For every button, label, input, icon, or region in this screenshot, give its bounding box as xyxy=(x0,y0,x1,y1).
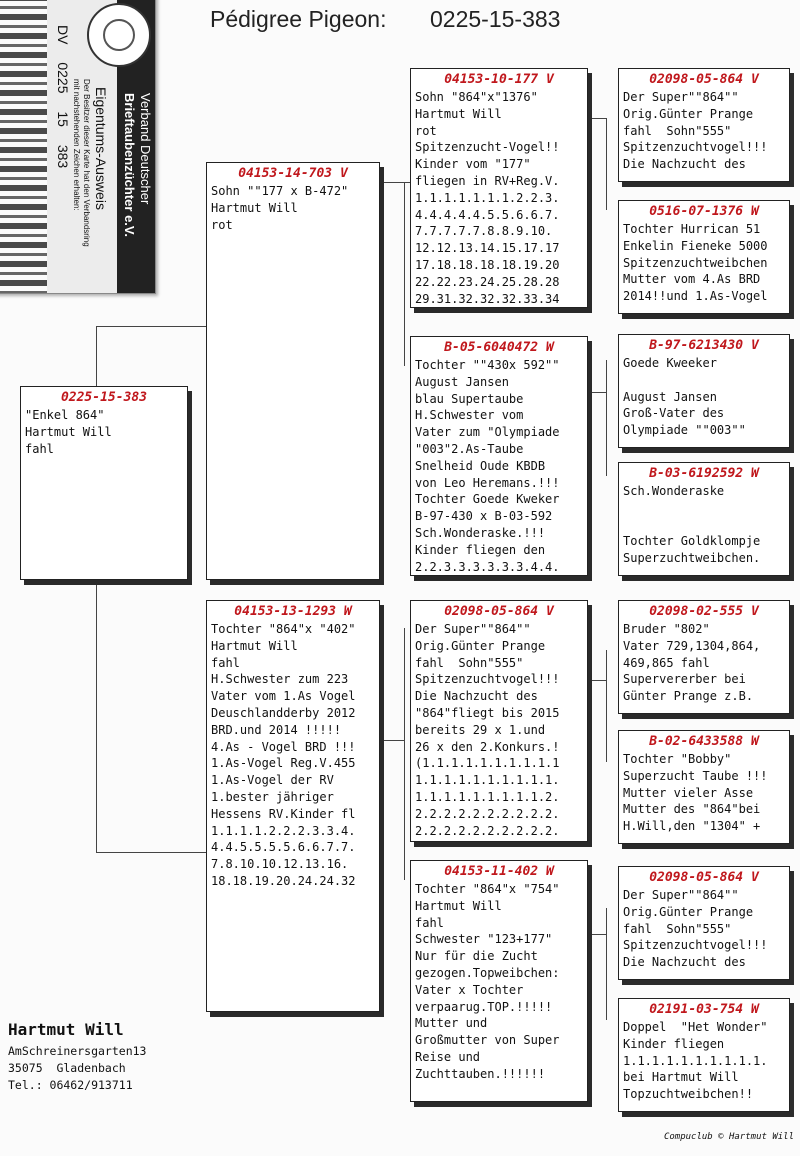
pigeon-note-line: B-97-430 x B-03-592 xyxy=(415,509,553,524)
pigeon-note-line: Spitzenzuchtvogel!!! xyxy=(623,140,768,155)
pigeon-note-line: 2.2.2.2.2.2.2.2.2.2. xyxy=(415,806,560,821)
pigeon-note-line: Tochter Hurrican 51 xyxy=(623,222,761,236)
pigeon-note-line: 18.18.19.20.24.24.32 xyxy=(211,873,356,888)
pigeon-note-line: 2.2.2.2.2.2.2.2.2.2. xyxy=(415,823,560,838)
pigeon-note-line: bereits 29 x 1.und xyxy=(415,722,546,737)
connector-line xyxy=(380,740,404,741)
pigeon-note-line: (1.1.1.1.1.1.1.1.1.1 xyxy=(415,756,560,771)
ring-code: 02098-05-864 V xyxy=(444,604,554,619)
pigeon-box-sire-sire-dam xyxy=(618,200,790,314)
pigeon-notes xyxy=(411,89,587,307)
pigeon-note-line: 7.7.7.7.7.8.8.9.10. xyxy=(415,224,553,239)
pigeon-box-dam-dam-dam xyxy=(618,998,790,1112)
connector-line xyxy=(404,182,405,366)
card-org-line2: Brieftaubenzüchter e.V. xyxy=(122,93,137,238)
pigeon-note-line: Zuchttauben.!!!!!! xyxy=(415,1066,546,1081)
connector-line xyxy=(96,580,97,852)
page-title xyxy=(210,6,561,33)
pigeon-notes xyxy=(619,89,789,173)
pigeon-note-line: 29.31.32.32.32.33.34 xyxy=(415,291,560,306)
pigeon-note-line: Hartmut Will xyxy=(211,200,298,215)
pigeon-notes xyxy=(619,751,789,835)
pigeon-box-subject xyxy=(20,386,188,580)
pigeon-note-line: H.Schwester vom xyxy=(415,408,524,423)
pigeon-note-line: Hartmut Will xyxy=(25,424,112,439)
pigeon-box-sire xyxy=(206,162,380,580)
connector-line xyxy=(588,118,606,119)
owner-phone: Tel.: 06462/913711 xyxy=(8,1078,133,1092)
pigeon-note-line: 7.8.10.10.12.13.16. xyxy=(211,857,349,872)
title-label: Pédigree Pigeon: xyxy=(210,6,387,32)
pigeon-notes xyxy=(619,355,789,439)
pigeon-note-line: Der Super""864"" xyxy=(623,888,739,902)
pigeon-note-line: Kinder fliegen xyxy=(623,1036,725,1051)
pigeon-notes xyxy=(21,407,187,457)
pigeon-note-line: Günter Prange z.B. xyxy=(623,689,754,704)
pigeon-note-line: 4.As - Vogel BRD !!! xyxy=(211,739,356,754)
connector-line xyxy=(606,908,607,1020)
pigeon-note-line: August Jansen xyxy=(415,374,509,389)
pigeon-note-line: 2014!!und 1.As-Vogel xyxy=(623,289,768,304)
pigeon-notes xyxy=(619,221,789,305)
pigeon-note-line: bei Hartmut Will xyxy=(623,1070,739,1085)
pigeon-note-line: Tochter Goede Kweker xyxy=(415,492,560,507)
pigeon-note-line: Die Nachzucht des xyxy=(623,157,746,172)
pigeon-note-line: verpaarug.TOP.!!!!! xyxy=(415,999,553,1014)
ring-code: B-03-6192592 W xyxy=(649,466,759,481)
pigeon-note-line: Tochter Goldklompje xyxy=(623,534,761,549)
connector-line xyxy=(606,118,607,210)
pigeon-box-sire-dam-dam xyxy=(618,462,790,576)
pigeon-note-line: Sch.Wonderaske.!!! xyxy=(415,525,546,540)
pigeon-note-line: Großmutter von Super xyxy=(415,1033,560,1048)
pigeon-note-line: 4.4.4.4.4.5.5.6.6.7. xyxy=(415,207,560,222)
pigeon-note-line: Spitzenzuchtweibchen xyxy=(623,255,768,270)
pigeon-note-line: Orig.Günter Prange xyxy=(415,638,546,653)
pigeon-note-line: H.Will,den "1304" + xyxy=(623,819,761,834)
ring-code: 0225-15-383 xyxy=(60,390,148,405)
pigeon-note-line: Mutter des "864"bei xyxy=(623,802,761,817)
pigeon-note-line: Topzuchtweibchen!! xyxy=(623,1087,754,1102)
pigeon-note-line: Mutter und xyxy=(415,1016,488,1031)
ring-code: 02098-02-555 V xyxy=(649,604,759,619)
pigeon-box-dam-sire-dam xyxy=(618,730,790,844)
association-seal-icon xyxy=(87,3,151,67)
ring-code: 04153-10-177 V xyxy=(444,72,554,87)
pigeon-note-line: 2.2.3.3.3.3.3.3.4.4. xyxy=(415,559,560,574)
pigeon-note-line: fahl Sohn"555" xyxy=(415,655,524,670)
pigeon-note-line: Supervererber bei xyxy=(623,672,746,687)
pigeon-note-line: Mutter vieler Asse xyxy=(623,785,754,800)
pigeon-note-line: 1.As-Vogel Reg.V.455 xyxy=(211,756,356,771)
pigeon-note-line: Sohn "864"x"1376" xyxy=(415,90,538,104)
pigeon-note-line: 4.4.5.5.5.5.6.6.7.7. xyxy=(211,840,356,855)
pigeon-notes xyxy=(619,621,789,705)
pigeon-note-line: 12.12.13.14.15.17.17 xyxy=(415,241,560,256)
pigeon-note-line: 1.1.1.1.1.1.1.1.1.2. xyxy=(415,789,560,804)
ring-year: 15 xyxy=(55,111,71,127)
connector-line xyxy=(606,650,607,762)
ring-code: 04153-11-402 W xyxy=(444,864,554,879)
card-security-pattern xyxy=(0,0,47,293)
pigeon-note-line: Hessens RV.Kinder fl xyxy=(211,806,356,821)
pigeon-note-line xyxy=(623,372,789,389)
pigeon-note-line: Doppel "Het Wonder" xyxy=(623,1020,768,1034)
ring-code: B-05-6040472 W xyxy=(444,340,554,355)
pigeon-note-line: "003"2.As-Taube xyxy=(415,441,524,456)
pigeon-box-sire-dam-sire xyxy=(618,334,790,448)
pigeon-notes xyxy=(411,357,587,575)
ring-code: 0516-07-1376 W xyxy=(649,204,759,219)
pigeon-note-line: fliegen in RV+Reg.V. xyxy=(415,173,560,188)
pigeon-note-line: Vater vom 1.As Vogel xyxy=(211,689,356,704)
pigeon-note-line: Tochter "864"x "754" xyxy=(415,882,560,896)
pigeon-note-line: 1.bester jähriger xyxy=(211,789,334,804)
ring-club: 0225 xyxy=(55,62,71,94)
pigeon-note-line: 22.22.23.24.25.28.28 xyxy=(415,274,560,289)
pigeon-note-line: gezogen.Topweibchen: xyxy=(415,965,560,980)
owner-street: AmSchreinersgarten13 xyxy=(8,1044,147,1058)
pigeon-note-line: 1.As-Vogel der RV xyxy=(211,773,334,788)
pigeon-box-dam xyxy=(206,600,380,1012)
pigeon-note-line: fahl Sohn"555" xyxy=(623,921,732,936)
connector-line xyxy=(96,326,208,327)
pigeon-note-line: "Enkel 864" xyxy=(25,408,105,422)
connector-line xyxy=(588,392,606,393)
connector-line xyxy=(606,360,607,476)
pigeon-note-line: Kinder vom "177" xyxy=(415,157,531,172)
pigeon-note-line: fahl Sohn"555" xyxy=(623,123,732,138)
pigeon-notes xyxy=(207,621,379,890)
pigeon-note-line: Goede Kweeker xyxy=(623,356,717,370)
card-small-text-1: Der Besitzer dieser Karte hat den Verbandsring xyxy=(82,79,91,247)
pigeon-note-line: Sohn ""177 x B-472" xyxy=(211,184,349,198)
owner-city: 35075 Gladenbach xyxy=(8,1061,126,1075)
pigeon-note-line: Vater 729,1304,864, xyxy=(623,638,761,653)
pigeon-note-line: von Leo Heremans.!!! xyxy=(415,475,560,490)
pigeon-note-line: Vater zum "Olympiade xyxy=(415,425,560,440)
pigeon-note-line: Orig.Günter Prange xyxy=(623,904,754,919)
pigeon-note-line: Hartmut Will xyxy=(211,638,298,653)
pigeon-note-line: Orig.Günter Prange xyxy=(623,106,754,121)
ownership-card xyxy=(0,0,156,294)
pigeon-note-line xyxy=(623,517,789,534)
pigeon-note-line: Der Super""864"" xyxy=(623,90,739,104)
pigeon-note-line xyxy=(623,500,789,517)
card-org-line1: Verband Deutscher xyxy=(138,93,153,205)
ring-code: B-97-6213430 V xyxy=(649,338,759,353)
pigeon-note-line: rot xyxy=(415,123,437,138)
footer-credit: Compuclub © Hartmut Will xyxy=(663,1132,794,1142)
connector-line xyxy=(380,182,410,183)
pigeon-note-line: rot xyxy=(211,217,233,232)
pigeon-note-line: Der Super""864"" xyxy=(415,622,531,636)
pigeon-box-sire-dam xyxy=(410,336,588,576)
pigeon-note-line: Kinder fliegen den xyxy=(415,542,546,557)
ring-code: 02098-05-864 V xyxy=(649,72,759,87)
pigeon-note-line: 1.1.1.1.2.2.2.3.3.4. xyxy=(211,823,356,838)
card-heading: Eigentums-Ausweis xyxy=(93,87,109,210)
pigeon-notes xyxy=(411,621,587,839)
connector-line xyxy=(96,326,97,386)
pigeon-note-line: Superzucht Taube !!! xyxy=(623,768,768,783)
ring-code: 04153-14-703 V xyxy=(238,166,348,181)
pigeon-note-line: 17.18.18.18.18.19.20 xyxy=(415,257,560,272)
pigeon-note-line: Tochter ""430x 592"" xyxy=(415,358,560,372)
pigeon-note-line: 1.1.1.1.1.1.1.1.1.1. xyxy=(415,773,560,788)
pigeon-note-line: 1.1.1.1.1.1.1.2.2.3. xyxy=(415,190,560,205)
pigeon-box-sire-sire-sire xyxy=(618,68,790,182)
pigeon-note-line: "864"fliegt bis 2015 xyxy=(415,705,560,720)
ring-number: 383 xyxy=(55,144,71,169)
card-ring-number xyxy=(55,25,71,182)
ring-code: B-02-6433588 W xyxy=(649,734,759,749)
pigeon-notes xyxy=(411,881,587,1083)
ring-code: 02098-05-864 V xyxy=(649,870,759,885)
pigeon-note-line: fahl xyxy=(415,915,444,930)
pigeon-note-line: Bruder "802" xyxy=(623,622,710,636)
pigeon-note-line: Tochter "Bobby" xyxy=(623,752,732,766)
pigeon-note-line: 469,865 fahl xyxy=(623,655,710,670)
pigeon-note-line: Die Nachzucht des xyxy=(415,689,538,704)
pigeon-note-line: Superzuchtweibchen. xyxy=(623,551,761,566)
ring-code: 02191-03-754 W xyxy=(649,1002,759,1017)
pigeon-note-line: Vater x Tochter xyxy=(415,982,524,997)
pigeon-box-dam-dam xyxy=(410,860,588,1102)
pigeon-note-line: Nur für die Zucht xyxy=(415,949,538,964)
card-small-text-2: mit nachstehenden Zeichen erhalten: xyxy=(72,79,81,211)
pigeon-box-dam-sire xyxy=(410,600,588,842)
pigeon-note-line: Die Nachzucht des xyxy=(623,955,746,970)
pigeon-note-line: Groß-Vater des xyxy=(623,406,725,421)
pigeon-note-line: Spitzenzuchtvogel!!! xyxy=(623,938,768,953)
pigeon-note-line: Sch.Wonderaske xyxy=(623,484,725,498)
pigeon-note-line: August Jansen xyxy=(623,389,717,404)
pigeon-note-line: fahl xyxy=(25,441,54,456)
ring-code: 04153-13-1293 W xyxy=(234,604,352,619)
pigeon-notes xyxy=(619,887,789,971)
connector-line xyxy=(588,934,606,935)
pigeon-note-line: Tochter "864"x "402" xyxy=(211,622,356,636)
pigeon-box-sire-sire xyxy=(410,68,588,308)
pigeon-note-line: BRD.und 2014 !!!!! xyxy=(211,722,342,737)
connector-line xyxy=(404,628,405,880)
owner-address xyxy=(8,1020,146,1094)
pigeon-note-line: 26 x den 2.Konkurs.! xyxy=(415,739,560,754)
pigeon-note-line: Schwester "123+177" xyxy=(415,932,553,947)
pigeon-note-line: H.Schwester zum 223 xyxy=(211,672,349,687)
pigeon-note-line: Spitzenzuchtvogel!!! xyxy=(415,672,560,687)
pigeon-note-line: Hartmut Will xyxy=(415,898,502,913)
pigeon-note-line: Reise und xyxy=(415,1049,481,1064)
pigeon-notes xyxy=(207,183,379,233)
pigeon-note-line: Deuschlandderby 2012 xyxy=(211,705,356,720)
pigeon-note-line: Hartmut Will xyxy=(415,106,502,121)
pigeon-note-line: Snelheid Oude KBDB xyxy=(415,458,546,473)
pigeon-note-line: 1.1.1.1.1.1.1.1.1.1. xyxy=(623,1053,768,1068)
ring-country: DV xyxy=(55,25,71,45)
pigeon-note-line: blau Supertaube xyxy=(415,391,524,406)
owner-name: Hartmut Will xyxy=(8,1020,124,1039)
pigeon-notes xyxy=(619,1019,789,1103)
pigeon-note-line: Olympiade ""003"" xyxy=(623,423,746,438)
pigeon-note-line: Spitzenzucht-Vogel!! xyxy=(415,140,560,155)
connector-line xyxy=(588,680,606,681)
connector-line xyxy=(96,852,208,853)
pigeon-note-line: Mutter vom 4.As BRD xyxy=(623,272,761,287)
pigeon-box-dam-dam-sire xyxy=(618,866,790,980)
title-ring-number: 0225-15-383 xyxy=(430,6,561,32)
pigeon-note-line: fahl xyxy=(211,655,240,670)
pigeon-note-line: Enkelin Fieneke 5000 xyxy=(623,238,768,253)
pigeon-notes xyxy=(619,483,789,567)
pigeon-box-dam-sire-sire xyxy=(618,600,790,714)
